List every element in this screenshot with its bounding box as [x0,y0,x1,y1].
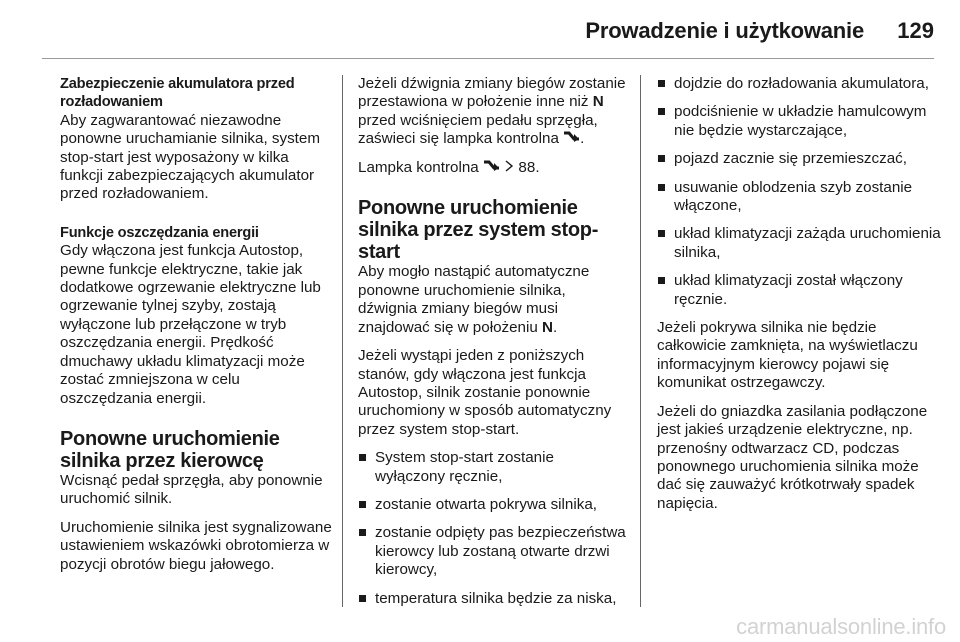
driver-restart-text: Wcisnąć pedał sprzęgła, aby ponownie uruchomić silnik. [60,471,323,508]
driver-restart-indicator-text: Uruchomienie silnika jest sygnalizowane ustawieniem wskazówki obrotomierza w pozycji obrotów biegu jałowego. [60,518,332,573]
system-restart-heading: Ponowne uruchomienie silnika przez system stop-start [358,197,599,264]
stop-start-warning-icon [483,159,500,177]
list-item-text: dojdzie do rozładowania akumulatora, [674,75,929,92]
watermark: carmanualsonline.info [736,614,946,639]
list-item-text: układ klimatyzacji został włączony ręcznie. [674,272,903,308]
bullet-square-icon [359,501,366,508]
battery-protection-heading: Zabezpieczenie akumulatora przed rozładowaniem [60,76,295,111]
list-item-text: pojazd zacznie się przemieszczać, [674,150,907,168]
hood-warning-text: Jeżeli pokrywa silnika nie będzie całkowicie zamknięta, na wyświetlaczu informacyjnym kierowcy pojawi się komunikat ostrzegawczy. [657,319,918,392]
list-item-text: usuwanie oblodzenia szyb zostanie włączone, [674,178,913,215]
list-item-text: układ klimatyzacji zażąda uruchomienia silnika, [674,225,941,261]
energy-saving-heading: Funkcje oszczędzania energii [60,224,259,241]
neutral-letter: N [592,93,604,111]
column-divider [640,75,641,607]
list-item [657,150,947,168]
page-header-title: Prowadzenie i użytkowanie [585,18,864,43]
bullet-square-icon [359,529,366,536]
column-middle [358,75,626,618]
system-restart-text [358,263,626,337]
lamp-page-ref[interactable]: 88. [518,159,540,177]
bullet-square-icon [658,108,665,115]
list-item-text: zostanie otwarta pokrywa silnika, [375,495,598,513]
restart-conditions-list [358,449,626,608]
battery-protection-text: Aby zagwarantować niezawodne ponowne uruchamianie silnika, system stop-start jest wyposażony w kilka funkcji zabezpieczających akumulator przed rozładowaniem. [60,111,321,203]
list-item [657,272,947,309]
bullet-square-icon [359,454,366,461]
bullet-square-icon [658,277,665,284]
bullet-square-icon [658,230,665,237]
list-item [358,449,626,486]
list-item-text: podciśnienie w układzie hamulcowym nie będzie wystarczające, [674,103,927,139]
list-item [358,590,626,608]
list-item [657,75,947,93]
bullet-square-icon [359,595,366,602]
conditions-intro: Jeżeli wystąpi jeden z poniższych stanów, gdy włączona jest funkcja Autostop, silnik zostanie ponownie uruchomiony w sposób automatyczny przez system stop-start. [358,347,612,438]
driver-restart-heading: Ponowne uruchomienie silnika przez kierowcę [60,427,280,472]
list-item-text: temperatura silnika będzie za niska, [375,589,617,607]
bullet-square-icon [658,184,665,191]
neutral-text-part-c: . [580,130,585,148]
energy-saving-text: Gdy włączona jest funkcja Autostop, pewne funkcje elektryczne, takie jak dodatkowe ogrzewanie elektryczne lub ogrzewanie tylnej szyby, zostają wyłączone lub przełączone w tryb oszczędzania energii. Prędkość dmuchawy układu klimatyzacji może zostać zmniejszona w celu oszczędzania energii. [60,242,321,407]
column-right [657,75,947,523]
header-divider [42,58,934,59]
list-item [358,524,626,579]
system-text-part-a: Aby mogło nastąpić automatyczne ponowne uruchomienie silnika, dźwignia zmiany biegów musi znajdować się w położeniu [358,263,590,336]
bullet-square-icon [658,80,665,87]
column-left [60,75,332,584]
list-item-text: System stop-start zostanie wyłączony ręcznie, [375,449,554,485]
neutral-position-text [358,75,626,149]
list-item [358,496,626,514]
power-socket-text: Jeżeli do gniazdka zasilania podłączone jest jakieś urządzenie elektryczne, np. przenośny odtwarzacz CD, podczas ponownego uruchomienia silnika może dać się zauważyć krótkotrwały spadek napięcia. [657,402,928,512]
bullet-square-icon [658,155,665,162]
list-item [657,179,947,216]
list-item-text: zostanie odpięty pas bezpieczeństwa kierowcy lub zostaną otwarte drzwi kierowcy, [375,524,626,579]
list-item [657,103,947,140]
system-text-part-b: . [553,318,558,336]
stop-start-warning-icon [563,130,580,148]
page-reference-arrow-icon [504,159,514,177]
system-letter: N [542,318,554,336]
page-number: 129 [897,18,934,43]
list-item [657,225,947,262]
neutral-text-part-b: przed wciśnięciem pedału sprzęgła, zaświeci się lampka kontrolna [358,111,598,148]
restart-conditions-list-continued [657,75,947,309]
warning-lamp-reference [358,159,626,178]
column-divider [342,75,343,607]
neutral-text-part-a: Jeżeli dźwignia zmiany biegów zostanie przestawiona w położenie inne niż [358,75,626,111]
lamp-text: Lampka kontrolna [358,159,483,177]
